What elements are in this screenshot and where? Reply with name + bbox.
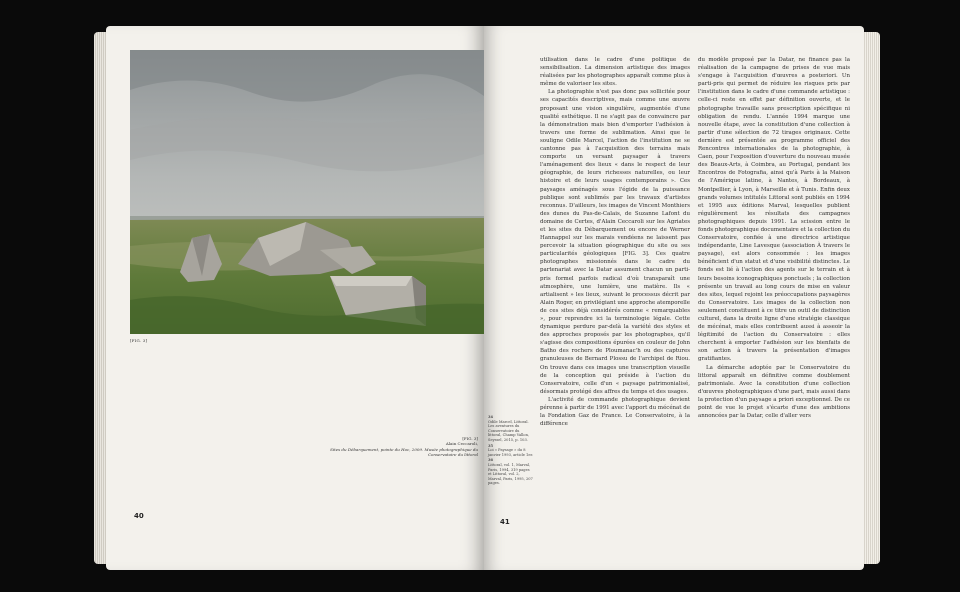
- page-number-right: 41: [500, 518, 510, 526]
- open-book: [94, 26, 884, 570]
- left-page: [106, 26, 484, 570]
- text-column-2: [698, 56, 850, 420]
- right-page: [484, 26, 864, 570]
- figure-tag: [FIG. 3]: [130, 338, 148, 343]
- photo-caption: [326, 436, 478, 458]
- footnote-text: Littoral, vol. 1, Marval, Paris, 1994, 319 pages et Littoral, vol. 2, Marval, Paris, 1995, 207 pages.: [488, 462, 533, 486]
- caption-credit: Alain Ceccaroli,: [445, 441, 478, 447]
- landscape-photo: [130, 50, 484, 334]
- text-column-1: [540, 56, 690, 428]
- page-edges-right: [862, 32, 880, 564]
- footnotes: [488, 414, 534, 486]
- page-number-left: 40: [134, 512, 144, 520]
- paragraph: La démarche adoptée par le Conservatoire du littoral apparaît en définitive comme doublement patrimoniale. Avec la constitution d'une collection d'œuvres photographiques d'une part, mais aussi dans la protection d'un paysage a priori exceptionnel. De ce point de vue le projet s'écarte d'une des ambitions annoncées par la Datar, celle d'aller vers: [698, 364, 850, 420]
- caption-title: Sites du Débarquement, pointe du Hoc, 2009. Musée photographique du Conservatoire du littoral: [330, 446, 478, 458]
- paragraph: L'activité de commande photographique devient pérenne à partir de 1991 avec l'apport du mécénat de la Fondation Gaz de France. Le Conservatoire, à la différence: [540, 396, 690, 428]
- paragraph: La photographie n'est pas donc pas sollicitée pour ses capacités descriptives, mais comme une œuvre proposant une vision singulière, augmentée d'une qualité esthétique. Il ne s'agit pas de convaincre par la démonstration mais bien d'emporter l'adhésion à travers une forme de sublimation. Ainsi que le souligne Odile Marcel, l'action de l'institution ne se cantonne pas à l'acquisition des terrains mais comporte un versant paysager à travers l'aménagement des lieux « dans le respect de leur géographie, de leurs richesses naturelles, ou leur histoire et de leurs usages contemporains ». Ces paysages aménagés sous l'égide de la puissance publique sont sublimés par les travaux d'artistes reconnus. D'ailleurs, les images de Vincent Monthiers des dunes du Pas-de-Calais, de Suzanne Lafont du domaine de Certes, d'Alain Ceccaroli sur les Agriates et les sites du Débarquement ou encore de Werner Hannappel sur les marais vendéens ne laissent pas percevoir la situation géographique du site ou ses particularités géologiques [FIG. 3]. Ces quatre photographes missionnés dans le cadre du partenariat avec la Datar assument chacun un parti-pris formel parfois radical d'où transparaît une atmosphère, une lumière, une matière. Ils « artialisent » les lieux, suivant le processus décrit par Alain Roger, en privilégiant une approche atemporelle de ces sites déjà considérés comme « remarquables », pour reprendre ici la terminologie légale. Cette dynamique perdure par-delà la variété des styles et des approches proposés par les photographes, qu'il s'agisse des compositions épurées en couleur de John Batho des rochers de Ploumanac'h ou des captures granuleuses de Bernard Plossu de l'archipel de Riou. On trouve dans ces images une transcription visuelle de la conception qui préside à l'action du Conservatoire, celle d'un « paysage patrimonialisé, désormais protégé des affres du temps et des usages.: [540, 89, 690, 395]
- caption-tag: [FIG. 3]: [462, 436, 478, 441]
- paragraph: utilisation dans le cadre d'une politique de sensibilisation. La dimension artistique des images réalisées par les photographes apparaît comme plus à même de valoriser les sites.: [540, 57, 690, 88]
- paragraph: du modèle proposé par la Datar, ne finance pas la réalisation de la campagne de prises de vue mais s'engage à l'acquisition d'œuvres a posteriori. Un parti-pris qui permet de réduire les risques pris par l'institution dans le cadre d'une commande artistique : celle-ci reste en effet par définition ouverte, et le photographe travaille sans prescription spécifique ni obligation de rendu. L'année 1994 marque une nouvelle étape, avec la constitution d'une collection à partir d'une sélection de 72 tirages originaux. Cette dernière est présentée au programme officiel des Rencontres internationales de la photographie, à Caen, pour l'exposition d'ouverture du nouveau musée des Beaux-Arts, à Coimbra, au Portugal, pendant les Encontros de Fotografia, ainsi qu'à Paris à la Maison de l'Amérique latine, à Nantes, à Bordeaux, à Montpellier, à Lyon, à Marseille et à Tunis. Enfin deux grands volumes intitulés Littoral sont publiés en 1994 et 1995 aux éditions Marval, lesquelles publient régulièrement les résultats des campagnes photographiques depuis 1991. La scission entre le fonds photographique documentaire et la collection du Conservatoire, confiée à une directrice artistique indépendante, Line Lavesque (association À travers le paysage), est alors consommée : les images bénéficient d'un statut et d'une visibilité distinctes. Le fonds est lié à l'action des agents sur le terrain et à leurs besoins iconographiques ponctuels ; la collection présente un travail au long cours de mise en valeur des sites, lequel rejoint les préoccupations paysagères du Conservatoire. Les images de la collection non seulement constituent à ce titre un outil de distinction culturel, dans la droite ligne d'une stratégie classique de mécénat, mais elles contribuent aussi à asseoir la légitimité de l'action du Conservatoire : elles cherchent à emporter l'adhésion sur les bienfaits de son action à travers la présentation d'images gratifiantes.: [698, 57, 850, 363]
- footnote-text: Loi « Paysage » du 8 janvier 1993, article 1er.: [488, 448, 533, 457]
- footnote-text: Odile Marcel, Littoral. Les aventures du Conservatoire du littoral, Champ Vallon, Seyssel, 2015, p. 103.: [488, 419, 530, 442]
- footnote-number: 34: [488, 415, 494, 419]
- footnote-number: 35: [488, 443, 494, 448]
- footnote-number: 36: [488, 458, 494, 463]
